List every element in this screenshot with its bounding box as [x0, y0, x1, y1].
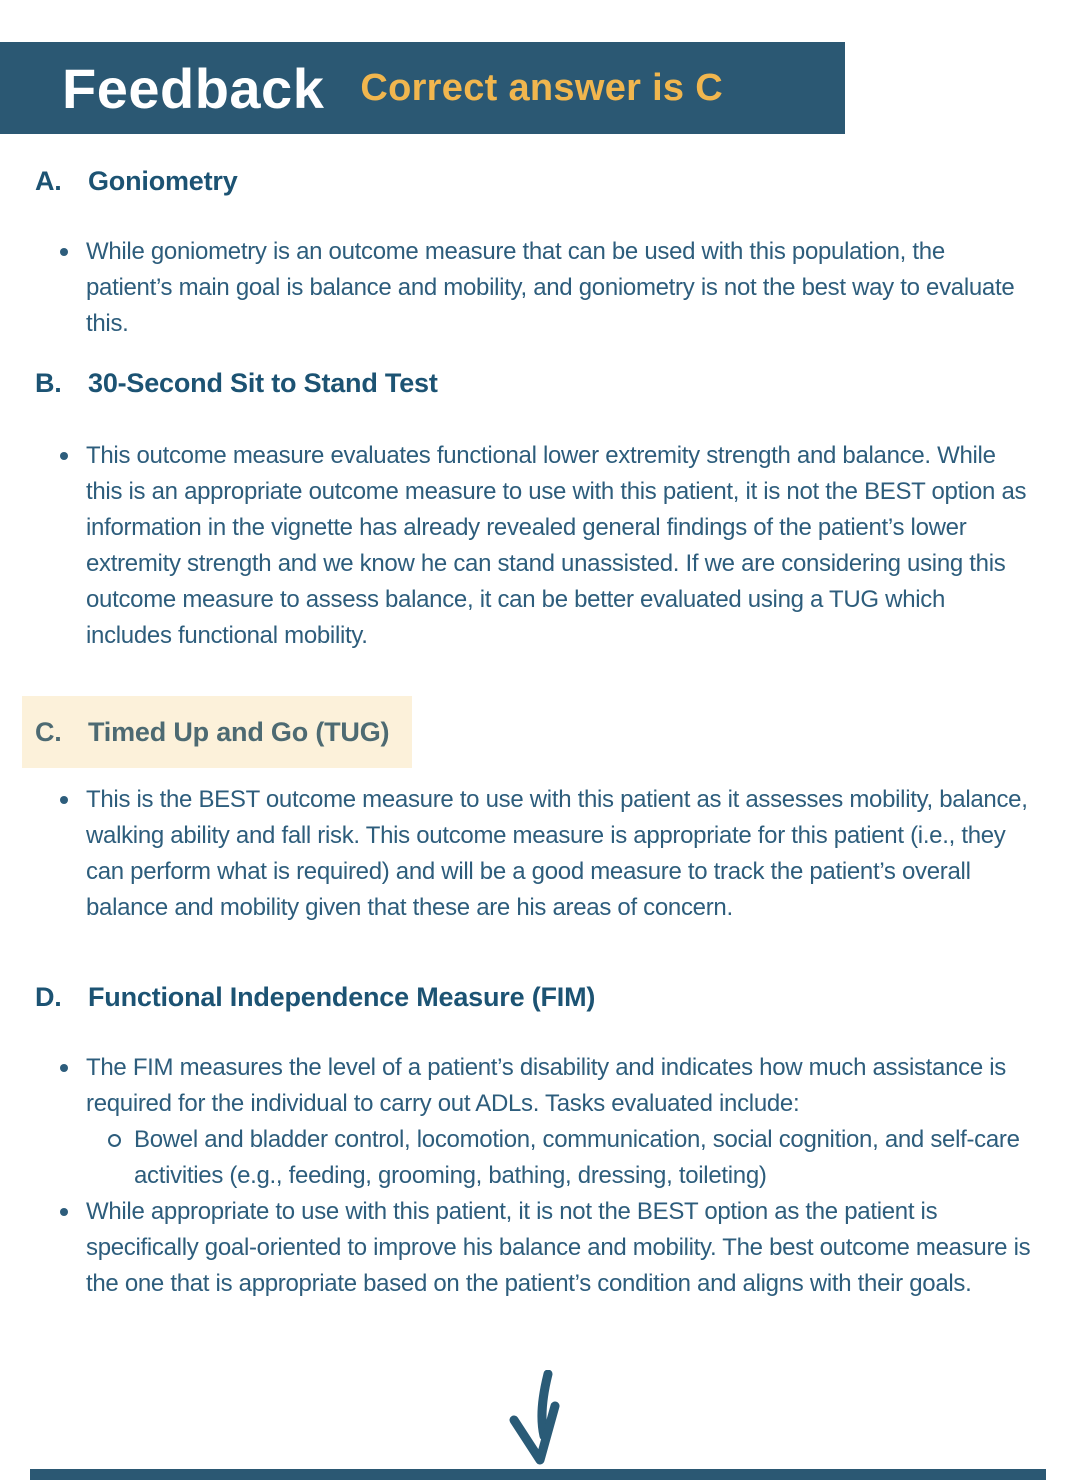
bullet-text: While appropriate to use with this patient, it is not the BEST option as the patient is specifically goal-oriented to improve his balance and mobility. The best outcome measure is the one that is appropriate based on the patient’s condition and aligns with their goals.: [86, 1198, 1031, 1297]
bullet-text: While goniometry is an outcome measure that can be used with this population, the patient’s main goal is balance and mobility, and goniometry is not the best way to evaluate this.: [86, 238, 1015, 337]
option-c-letter: C.: [35, 716, 62, 747]
bullet-text: The FIM measures the level of a patient’s disability and indicates how much assistance is required for the individual to carry out ADLs. Tasks evaluated include:: [86, 1054, 1006, 1117]
option-b-title: 30-Second Sit to Stand Test: [88, 368, 438, 398]
bullet-dot: [60, 796, 68, 804]
option-a-title: Goniometry: [88, 166, 238, 196]
sub-bullet-item: [108, 1122, 1050, 1194]
correct-answer-text: Correct answer is C: [360, 66, 723, 109]
option-b-letter: B.: [35, 368, 62, 398]
highlight-box: [22, 696, 412, 768]
option-b-explanation: [60, 438, 1050, 654]
sub-bullet-circle: [108, 1134, 121, 1147]
bullet-item: [60, 438, 1050, 654]
option-c-explanation: [60, 782, 1050, 926]
bullet-item: [60, 1194, 1050, 1302]
option-a-heading: [35, 166, 238, 197]
option-c-title: Timed Up and Go (TUG): [88, 716, 390, 747]
sub-bullet-text: Bowel and bladder control, locomotion, communication, social cognition, and self-care activities (e.g., feeding, grooming, bathing, dressing, toileting): [134, 1126, 1020, 1189]
bullet-text: This is the BEST outcome measure to use with this patient as it assesses mobility, balance, walking ability and fall risk. This outcome measure is appropriate for this patient (i.e., they can perform what is required) and will be a good measure to track the patient’s overall balance and mobility given that these are his areas of concern.: [86, 786, 1028, 921]
option-b-heading: [35, 368, 438, 399]
bullet-dot: [60, 248, 68, 256]
feedback-banner: [0, 42, 845, 134]
option-a-explanation: [60, 234, 1050, 342]
bullet-dot: [60, 452, 68, 460]
bullet-item: [60, 234, 1050, 342]
option-d-letter: D.: [35, 982, 62, 1012]
bullet-dot: [60, 1208, 68, 1216]
option-d-heading: [35, 982, 595, 1013]
next-section-bar: [30, 1469, 1046, 1480]
option-d-title: Functional Independence Measure (FIM): [88, 982, 596, 1012]
feedback-title: Feedback: [62, 56, 325, 120]
option-c-heading: [22, 717, 389, 748]
down-arrow-icon: [478, 1370, 608, 1471]
bullet-text: This outcome measure evaluates functional lower extremity strength and balance. While this is an appropriate outcome measure to use with this patient, it is not the BEST option as information in the vignette has already revealed general findings of the patient’s lower extremity strength and we know he can stand unassisted. If we are considering using this outcome measure to assess balance, it can be better evaluated using a TUG which includes functional mobility.: [86, 442, 1027, 649]
bullet-dot: [60, 1064, 68, 1072]
option-a-letter: A.: [35, 166, 62, 196]
option-d-explanation: [60, 1050, 1050, 1302]
bullet-item: [60, 782, 1050, 926]
bullet-item: [60, 1050, 1050, 1122]
